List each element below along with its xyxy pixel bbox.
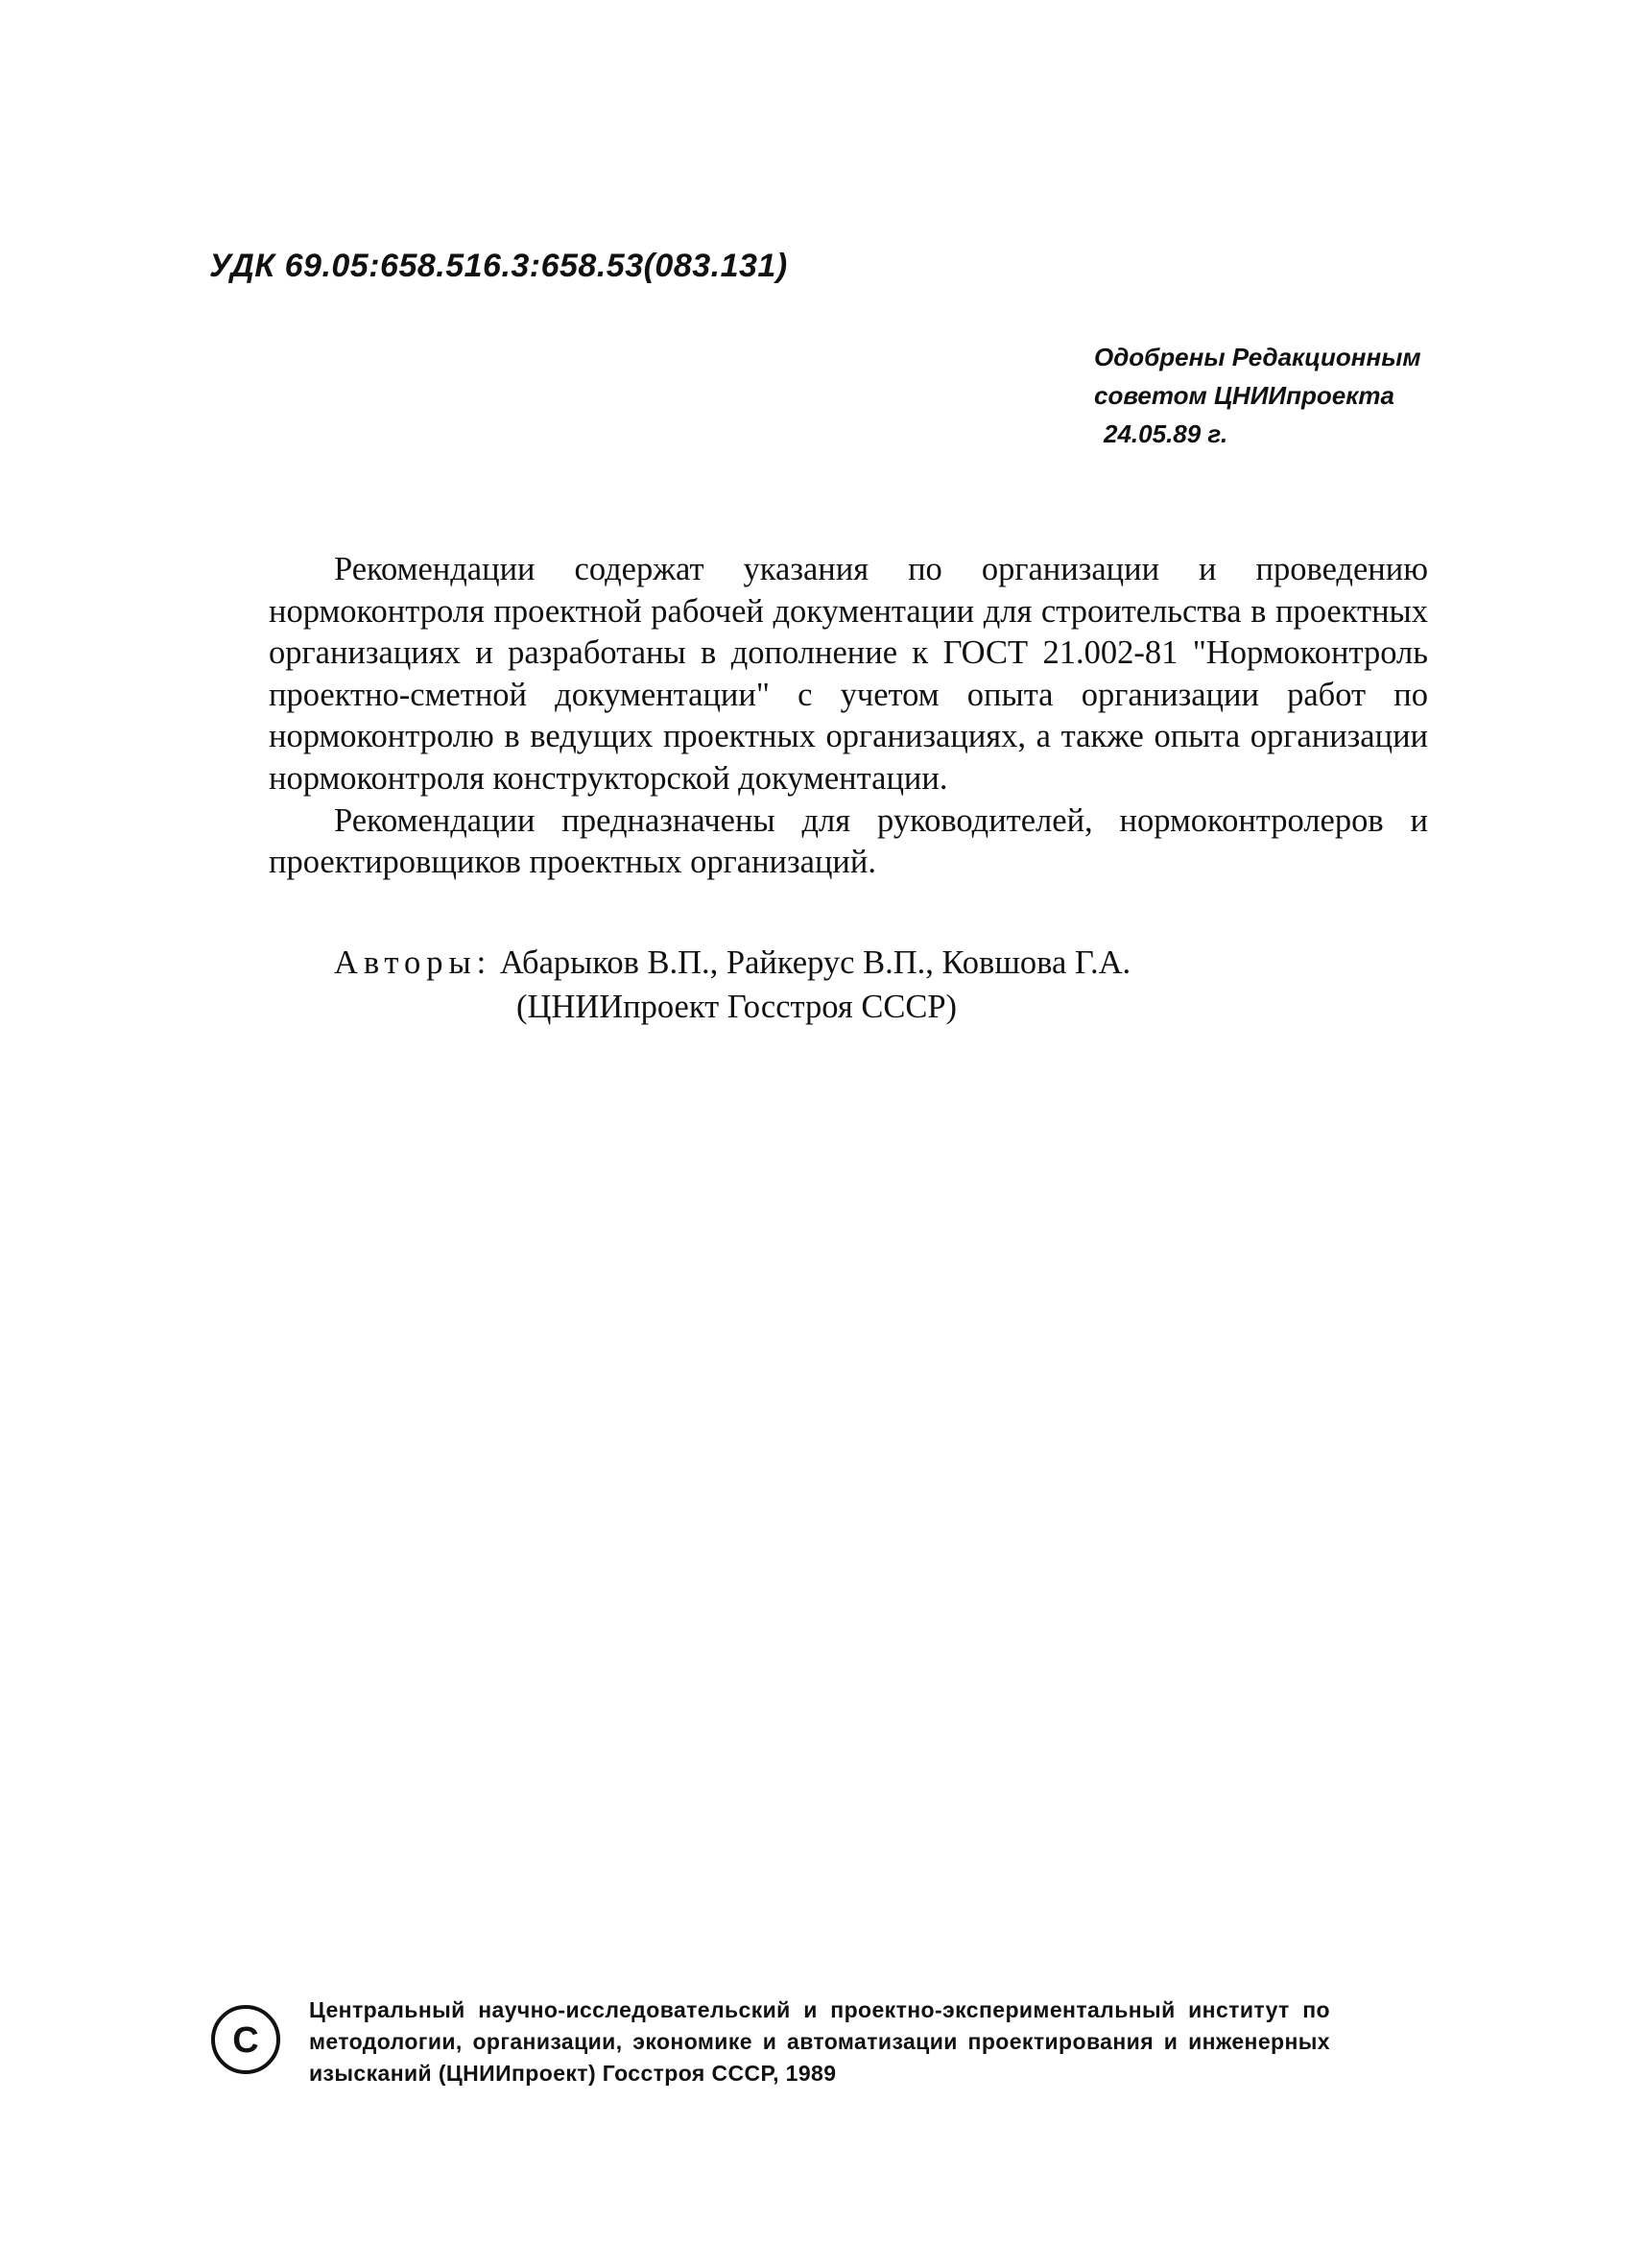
authors-organization: (ЦНИИпроект Госстроя СССР) <box>516 989 958 1025</box>
main-text <box>269 549 1428 884</box>
authors-block <box>334 941 1131 1029</box>
copyright-icon <box>209 2003 282 2076</box>
approval-line-2: советом ЦНИИпроекта <box>1094 381 1394 410</box>
approval-date: 24.05.89 г. <box>1104 419 1228 448</box>
udk-classification: УДК 69.05:658.516.3:658.53(083.131) <box>209 248 788 284</box>
copyright-letter: C <box>232 2020 259 2061</box>
publisher-footer: Центральный научно-исследовательский и проектно-экспериментальный институт по методологии, организации, экономике и автоматизации проектирования и инженерных изысканий (ЦНИИпроект) Госстроя СССР, 1989 <box>309 1997 1330 2086</box>
paragraph-description: Рекомендации содержат указания по организации и проведению нормоконтроля проектной рабочей документации для строительства в проектных организациях и разработаны в дополнение к ГОСТ 21.002-81 "Нормоконтроль проектно-сметной документации" с учетом опыта организации работ по нормоконтролю в ведущих проектных организациях, а также опыта организации нормоконтроля конструкторской документации. <box>269 551 1428 797</box>
approval-line-1: Одобрены Редакционным <box>1094 343 1421 371</box>
approval-note <box>1094 338 1421 453</box>
authors-label: Авторы: <box>334 944 492 981</box>
authors-names: Абарыков В.П., Райкерус В.П., Ковшова Г.А. <box>499 944 1131 981</box>
paragraph-audience: Рекомендации предназначены для руководителей, нормоконтролеров и проектировщиков проектных организаций. <box>269 801 1428 881</box>
